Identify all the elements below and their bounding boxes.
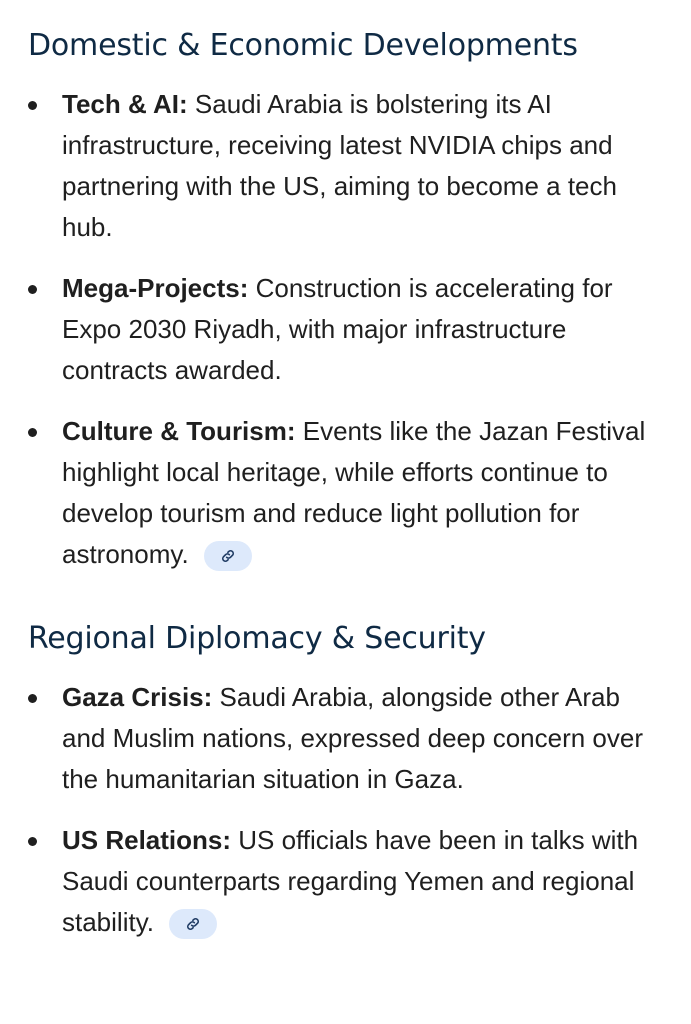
link-icon bbox=[185, 916, 201, 932]
regional-list bbox=[28, 677, 663, 943]
bullet-icon bbox=[28, 694, 37, 703]
item-text: Saudi Arabia, alongside other Arab and Muslim nations, expressed deep concern over the humanitarian situation in Gaza. bbox=[62, 682, 643, 794]
item-text: Construction is accelerating for Expo 2030 Riyadh, with major infrastructure contracts awarded. bbox=[62, 273, 613, 385]
section-heading-domestic: Domestic & Economic Developments bbox=[28, 28, 578, 63]
section-heading-regional: Regional Diplomacy & Security bbox=[28, 621, 486, 656]
item-term: Gaza Crisis: bbox=[62, 682, 213, 712]
item-text: Events like the Jazan Festival highlight local heritage, while efforts continue to develop tourism and reduce light pollution for astronomy. bbox=[62, 416, 646, 569]
list-item bbox=[28, 268, 663, 391]
domestic-list bbox=[28, 84, 663, 575]
item-term: Mega-Projects: bbox=[62, 273, 249, 303]
item-term: Tech & AI: bbox=[62, 89, 188, 119]
list-item bbox=[28, 677, 663, 800]
item-term: Culture & Tourism: bbox=[62, 416, 296, 446]
bullet-icon bbox=[28, 285, 37, 294]
link-icon bbox=[220, 548, 236, 564]
list-item bbox=[28, 84, 663, 248]
bullet-icon bbox=[28, 101, 37, 110]
item-text: US officials have been in talks with Saudi counterparts regarding Yemen and regional stability. bbox=[62, 825, 639, 937]
list-item bbox=[28, 411, 663, 575]
bullet-icon bbox=[28, 837, 37, 846]
source-link-button[interactable] bbox=[204, 541, 252, 571]
source-link-button[interactable] bbox=[169, 909, 217, 939]
item-term: US Relations: bbox=[62, 825, 232, 855]
bullet-icon bbox=[28, 428, 37, 437]
list-item bbox=[28, 820, 663, 943]
item-text: Saudi Arabia is bolstering its AI infrastructure, receiving latest NVIDIA chips and partnering with the US, aiming to become a tech hub. bbox=[62, 89, 617, 242]
